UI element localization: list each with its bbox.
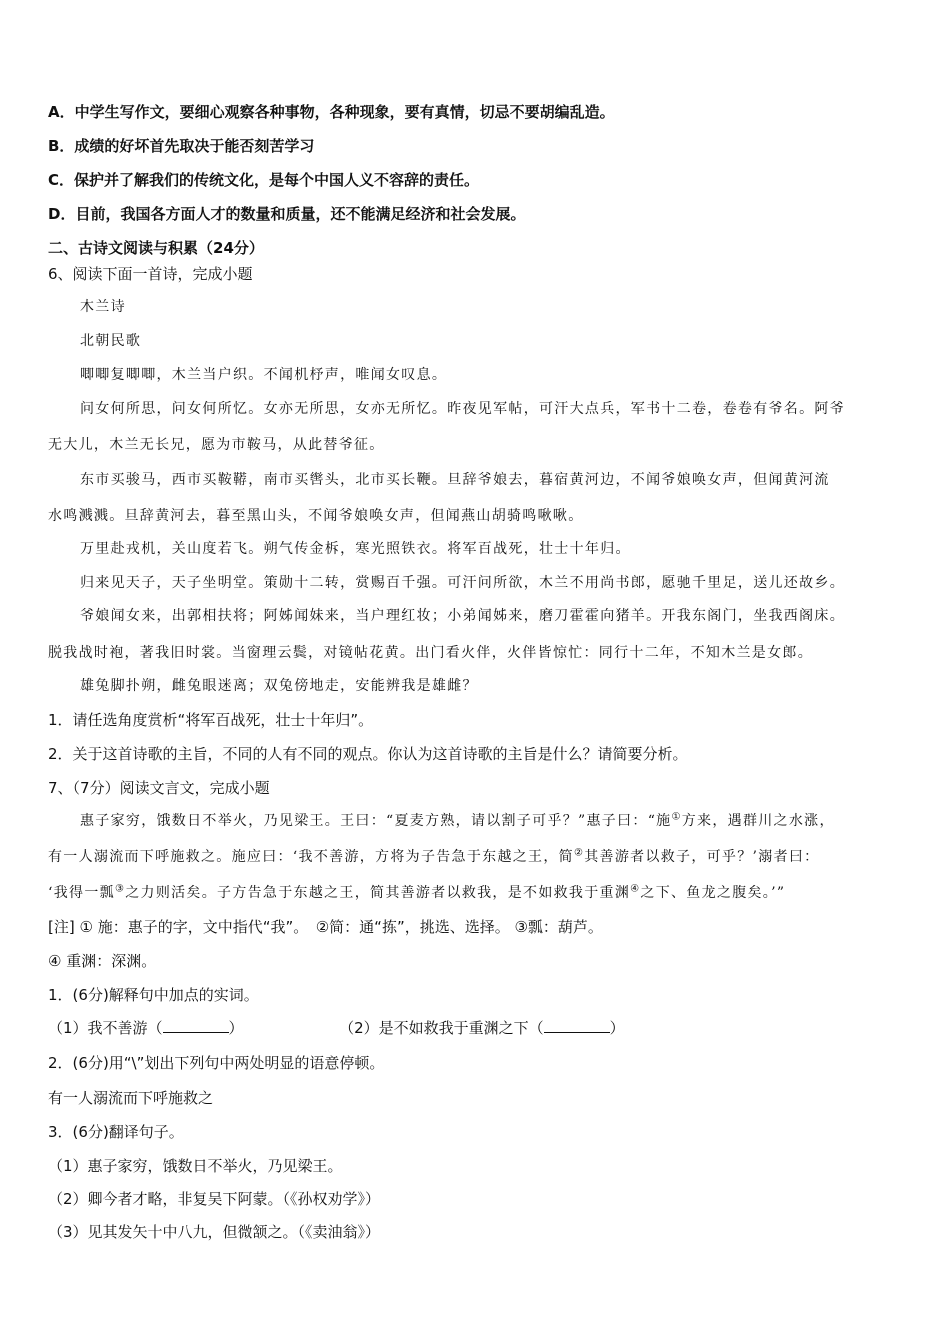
notes-line: ④ 重渊：深渊。 xyxy=(48,952,157,970)
q7-3-item: （3）见其发矢十中八九，但微颔之。（《卖油翁》） xyxy=(48,1223,381,1241)
option-c: C．保护并了解我们的传统文化，是每个中国人义不容辞的责任。 xyxy=(48,171,480,189)
poem-line: 无大儿，木兰无长兄，愿为市鞍马，从此替爷征。 xyxy=(48,437,385,453)
option-d: D．目前，我国各方面人才的数量和质量，还不能满足经济和社会发展。 xyxy=(48,205,526,223)
poem-line: 万里赴戎机，关山度若飞。朔气传金柝，寒光照铁衣。将军百战死，壮士十年归。 xyxy=(80,541,631,557)
item2-text: （2）是不如救我于重渊之下（ xyxy=(339,1019,544,1037)
note-marker: ③ xyxy=(114,883,126,895)
passage-text: 方来，遇群川之水涨， xyxy=(681,813,835,829)
poem-line: 雄兔脚扑朔，雌兔眼迷离；双兔傍地走，安能辨我是雄雌？ xyxy=(80,678,478,694)
q7-1-stem: 1．(6分)解释句中加点的实词。 xyxy=(48,986,259,1004)
passage-text: 之力则活矣。子方告急于东越之王，简其善游者以救我，是不如救我于重渊 xyxy=(125,885,631,901)
option-a: A．中学生写作文，要细心观察各种事物，各种现象，要有真情，切忌不要胡编乱造。 xyxy=(48,103,615,121)
passage-line xyxy=(48,882,910,904)
passage-text: 惠子家穷，饿数日不举火，乃见梁王。王曰：“夏麦方熟，请以割子可乎？”惠子曰：“施 xyxy=(80,813,672,829)
q6-prompt: 6、阅读下面一首诗，完成小题 xyxy=(48,265,253,283)
passage-text: 之下、鱼龙之腹矣。’” xyxy=(640,885,786,901)
note-marker: ④ xyxy=(630,883,641,895)
poem-line: 东市买骏马，西市买鞍鞯，南市买辔头，北市买长鞭。旦辞爷娘去，暮宿黄河边，不闻爷娘唤女声，但闻黄河流 xyxy=(80,472,830,488)
poem-line: 水鸣溅溅。旦辞黄河去，暮至黑山头，不闻爷娘唤女声，但闻燕山胡骑鸣啾啾。 xyxy=(48,508,584,524)
poem-title: 木兰诗 xyxy=(80,299,126,315)
poem-author: 北朝民歌 xyxy=(80,333,142,349)
poem-line: 唧唧复唧唧，木兰当户织。不闻机杼声，唯闻女叹息。 xyxy=(80,367,448,383)
q7-2-stem: 2．(6分)用“\”划出下列句中两处明显的语意停顿。 xyxy=(48,1054,385,1072)
poem-line: 问女何所思，问女何所忆。女亦无所思，女亦无所忆。昨夜见军帖，可汗大点兵，军书十二卷，卷卷有爷名。阿爷 xyxy=(80,401,845,417)
note-marker: ① xyxy=(671,811,682,823)
q7-1-items xyxy=(48,1017,910,1039)
passage-text: 有一人溺流而下呼施救之。施应曰：‘我不善游，方将为子告急于东越之王，简 xyxy=(48,849,574,865)
section-heading: 二、古诗文阅读与积累（24分） xyxy=(48,239,264,257)
q6-sub-2: 2．关于这首诗歌的主旨，不同的人有不同的观点。你认为这首诗歌的主旨是什么？请简要分析。 xyxy=(48,745,688,763)
q7-3-item: （1）惠子家穷，饿数日不举火，乃见梁王。 xyxy=(48,1157,343,1175)
poem-line: 脱我战时袍，著我旧时裳。当窗理云鬓，对镜帖花黄。出门看火伴，火伴皆惊忙：同行十二年，不知木兰是女郎。 xyxy=(48,645,813,661)
q7-2-sentence: 有一人溺流而下呼施救之 xyxy=(48,1089,214,1107)
notes-line: [注] ① 施：惠子的字，文中指代“我”。 ②简：通“拣”，挑选、选择。 ③瓢：葫芦。 xyxy=(48,918,603,936)
poem-line: 归来见天子，天子坐明堂。策勋十二转，赏赐百千强。可汗问所欲，木兰不用尚书郎，愿驰千里足，送儿还故乡。 xyxy=(80,575,845,591)
item2-close: ） xyxy=(609,1019,625,1037)
q7-prompt: 7、（7分）阅读文言文，完成小题 xyxy=(48,779,270,797)
q6-sub-1: 1．请任选角度赏析“将军百战死，壮士十年归”。 xyxy=(48,711,374,729)
passage-text: ‘我得一瓢 xyxy=(48,885,115,901)
option-b: B．成绩的好坏首先取决于能否刻苦学习 xyxy=(48,137,315,155)
passage-text: 其善游者以救子，可乎？’溺者曰： xyxy=(584,849,820,865)
poem-line: 爷娘闻女来，出郭相扶将；阿姊闻妹来，当户理红妆；小弟闻姊来，磨刀霍霍向猪羊。开我东阁门，坐我西阁床。 xyxy=(80,608,845,624)
item1-text: （1）我不善游（ xyxy=(48,1019,163,1037)
q7-3-stem: 3．(6分)翻译句子。 xyxy=(48,1123,184,1141)
q7-3-item: （2）卿今者才略，非复吴下阿蒙。（《孙权劝学》） xyxy=(48,1190,381,1208)
passage-line xyxy=(80,810,942,832)
item1-close: ） xyxy=(228,1019,244,1037)
note-marker: ② xyxy=(573,847,585,859)
answer-blank[interactable] xyxy=(163,1017,229,1033)
answer-blank[interactable] xyxy=(544,1017,610,1033)
passage-line xyxy=(48,846,910,868)
